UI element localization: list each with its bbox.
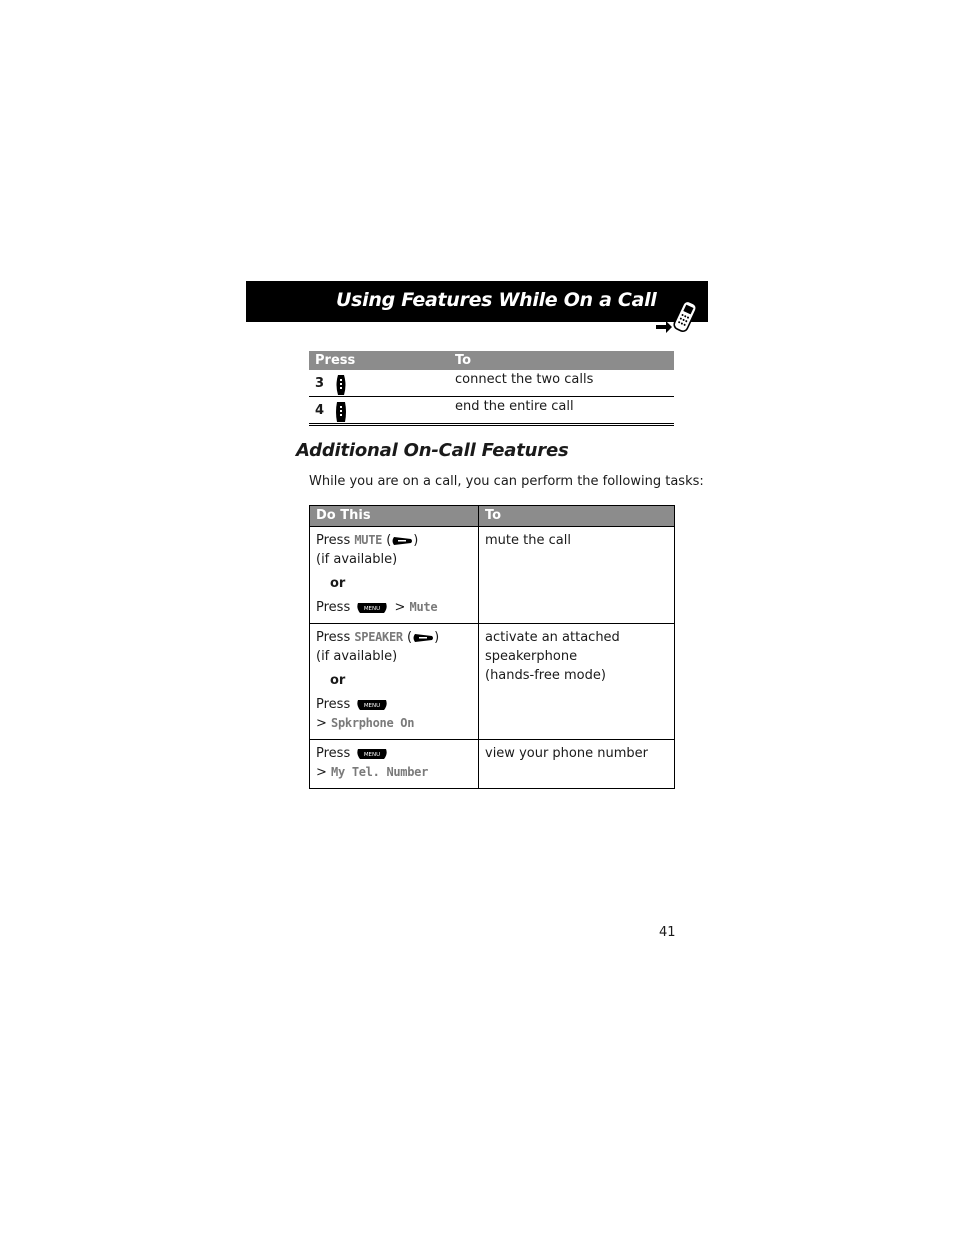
table-row [309,370,674,397]
or-separator: or [330,673,346,688]
action-text: activate an attached speakerphone (hands-free mode) [479,624,675,740]
page-title: Using Features While On a Call [336,289,657,311]
header-bar [246,281,708,322]
page-number: 41 [659,925,676,940]
press-table [309,351,674,426]
phone-call-icon [652,293,698,339]
svg-text:MENU: MENU [364,751,381,758]
action-text: view your phone number [479,740,675,789]
softkey-label-speaker: SPEAKER [354,630,403,644]
end-key-icon [335,401,347,423]
menu-key-icon [356,748,388,760]
column-header-press: Press [309,351,449,370]
table-row: Press MUTE ( ) (if available) or Press MENU > Mute mute the call [310,527,675,624]
column-header-to: To [449,351,674,370]
softkey-icon [412,632,434,644]
action-text: end the entire call [449,397,674,425]
column-header-do-this: Do This [310,506,479,527]
action-text: connect the two calls [449,370,674,397]
or-separator: or [330,576,346,591]
menu-key-icon [356,699,388,711]
table-row [309,397,674,425]
softkey-label-mute: MUTE [354,533,383,547]
menu-item-mute: Mute [409,600,438,614]
intro-text: While you are on a call, you can perform the following tasks: [309,474,704,489]
menu-item-my-tel-number: My Tel. Number [331,765,428,779]
send-key-icon [335,374,347,396]
step-number: 4 [315,403,325,418]
menu-item-spkrphone-on: Spkrphone On [331,716,415,730]
action-text: mute the call [479,527,675,624]
column-header-to: To [479,506,675,527]
table-row: Press MENU > My Tel. Number view your phone number [310,740,675,789]
do-this-table [309,505,675,789]
menu-key-icon [356,602,388,614]
svg-text:MENU: MENU [364,702,381,709]
svg-text:MENU: MENU [364,605,381,612]
step-number: 3 [315,376,325,391]
table-row: Press SPEAKER ( ) (if available) or Press MENU > Spkrphone On activate an attached speakerphone (hands-free mode) [310,624,675,740]
softkey-icon [391,535,413,547]
section-title: Additional On-Call Features [296,440,569,461]
